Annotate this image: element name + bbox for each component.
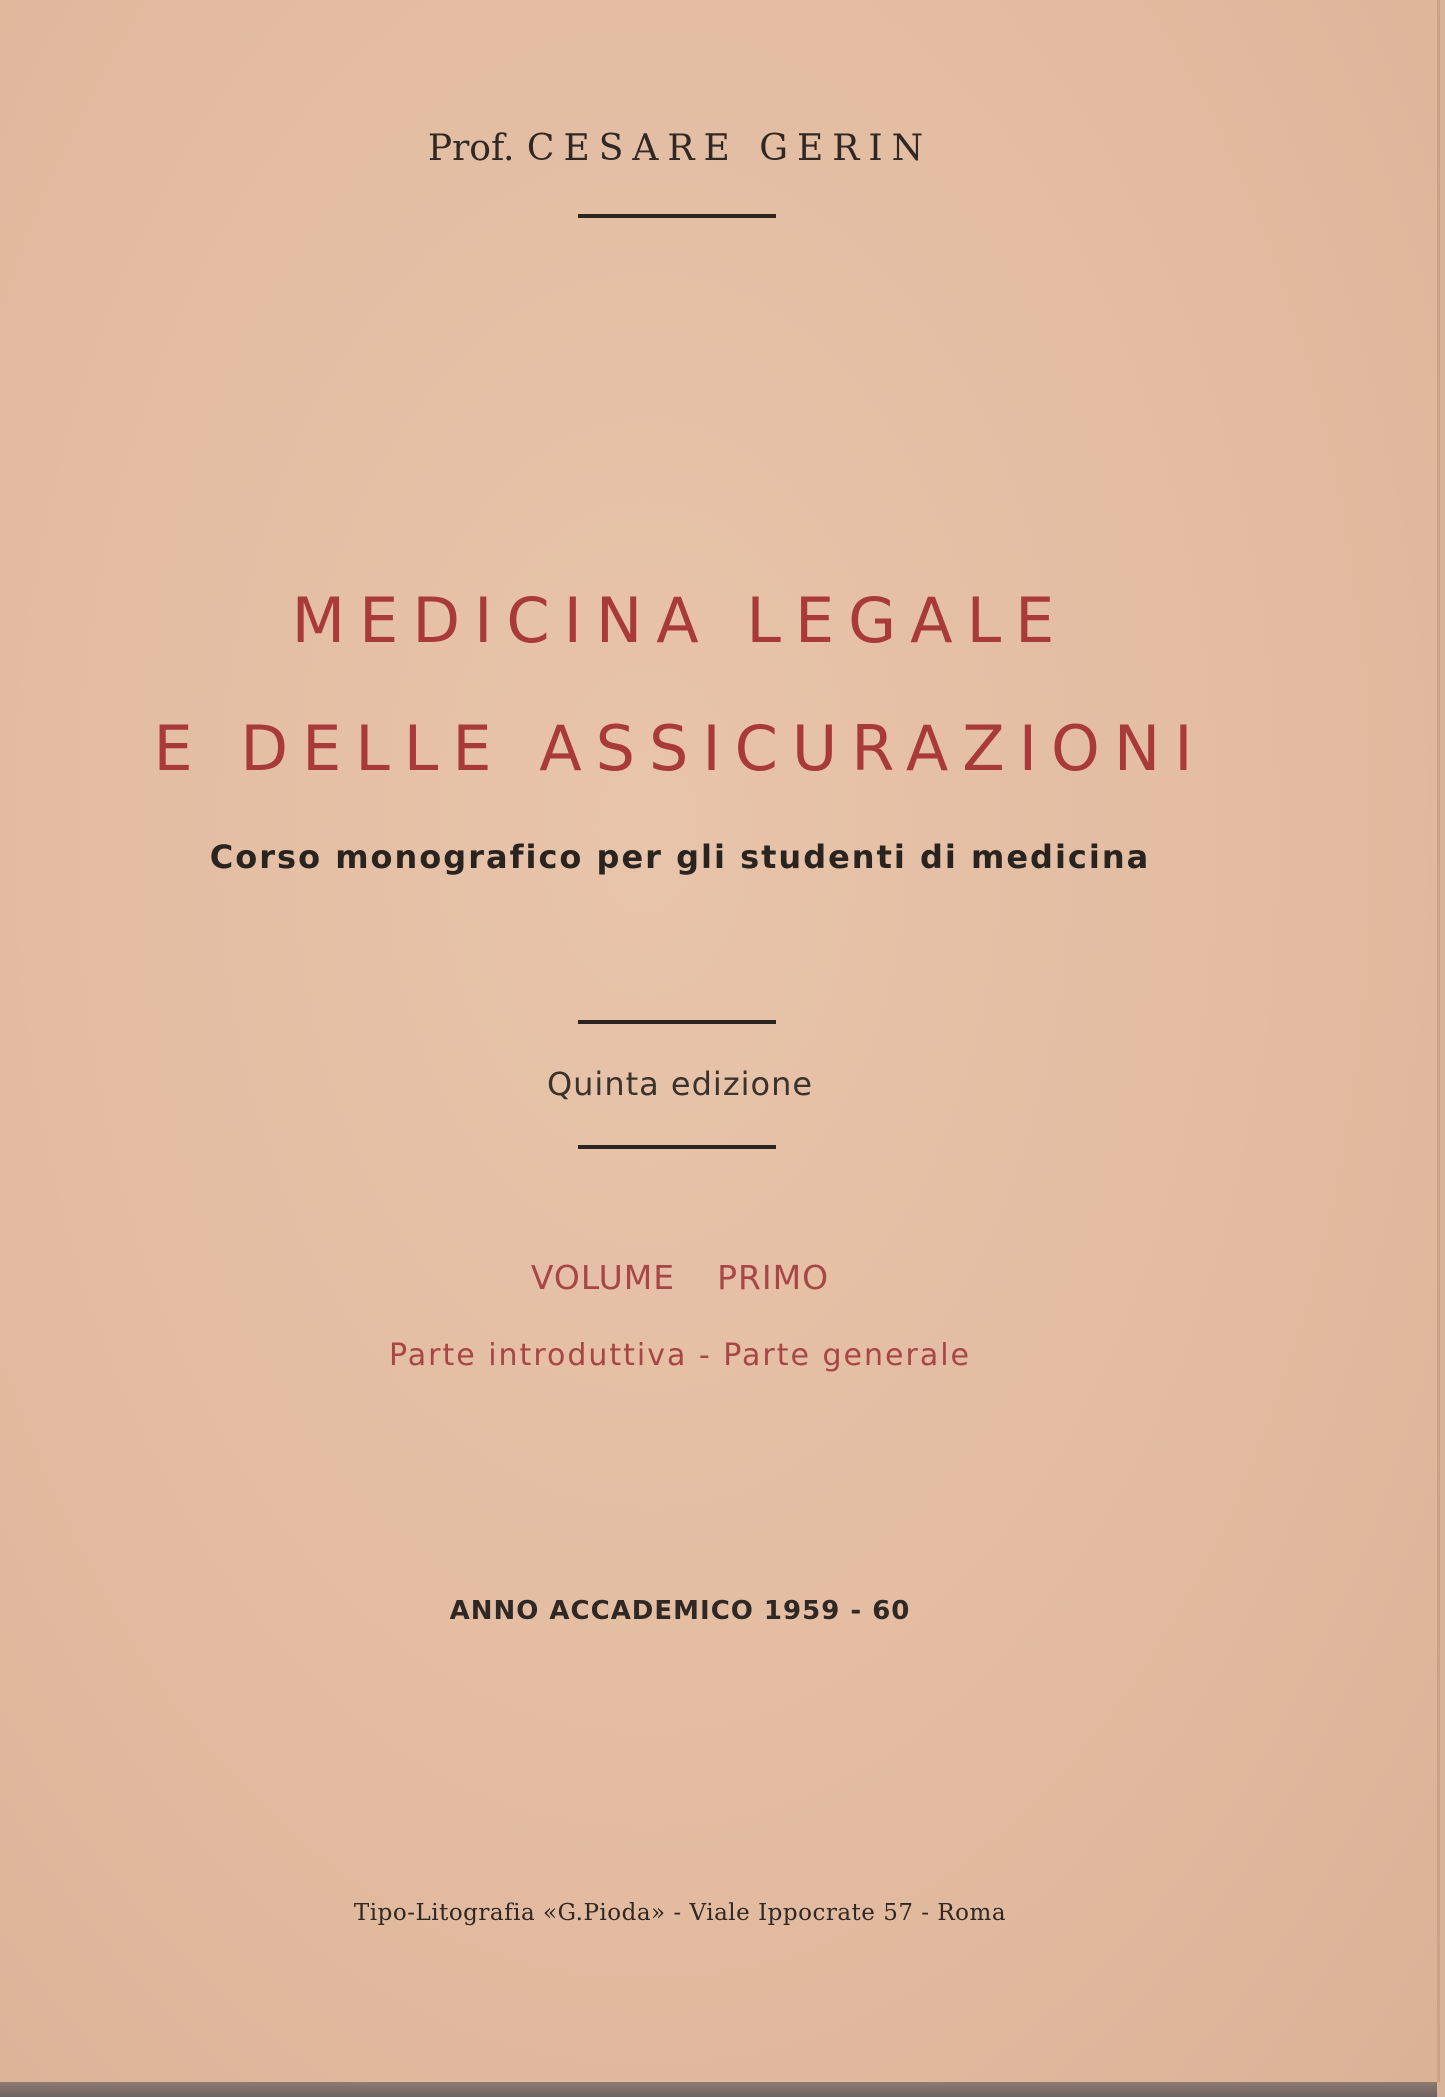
author-prefix: Prof. bbox=[427, 128, 515, 169]
academic-year: ANNO ACCADEMICO 1959 - 60 bbox=[449, 1596, 911, 1626]
divider-rule-edition-bottom bbox=[578, 1145, 776, 1149]
author-line bbox=[0, 128, 1360, 169]
divider-rule-top bbox=[578, 214, 776, 218]
divider-rule-edition-top bbox=[578, 1020, 776, 1024]
parts-label: Parte introduttiva - Parte generale bbox=[388, 1338, 971, 1373]
volume-ordinal: PRIMO bbox=[717, 1258, 830, 1297]
author-name: CESARE GERIN bbox=[526, 128, 933, 169]
title-line-2: E DELLE ASSICURAZIONI bbox=[153, 712, 1207, 785]
printer-imprint: Tipo-Litografia «G.Pioda» - Viale Ippocrate 57 - Roma bbox=[353, 1900, 1007, 1926]
edition-label: Quinta edizione bbox=[546, 1065, 814, 1103]
volume-label bbox=[0, 1258, 1360, 1297]
subtitle: Corso monografico per gli studenti di medicina bbox=[209, 838, 1151, 876]
title-line-1: MEDICINA LEGALE bbox=[291, 584, 1069, 657]
volume-word: VOLUME bbox=[530, 1258, 676, 1297]
